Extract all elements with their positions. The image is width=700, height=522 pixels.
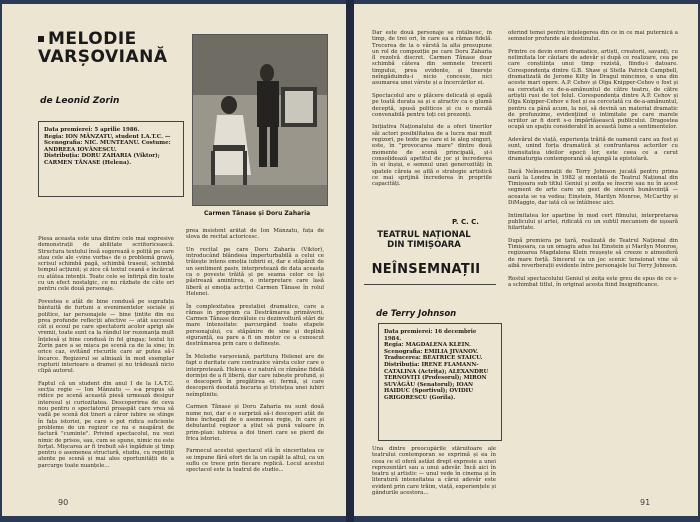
gutter bbox=[346, 0, 354, 522]
second-article-author: de Terry Johnson bbox=[376, 309, 457, 319]
production-photo bbox=[192, 34, 328, 206]
left-column-1: Piesa aceasta este una dintre cele mai expresive demonstrații de abilitate scriitoricească. Structura textului însă sugerează o poliță pe care stau cele ale «vine vorba» de o problemă gravă, scrisul schimbă pagă, schimbă traseul, schimbă tempul acțiunii; și zice că textul ceană e încărcat cu atâtea intenții. Toate cele se înfiripă din toate cu un efect nostalgic, ce nu răzbate de câte ori pentru cele două personaje. Povestea e atât de bine condusă pe suprafața bântuită de furtuni a evenimentelor sociale și politice, iar personajele — bine țintite din nu prea profunde reflecții afective — atât succesul cât și ecoul pe care spectatorii acolor aprigi ale vremii, toate sunt ca la rândul lor rezonanța mult înțelesă și bine condusă în fel gingaș; textul lui Zorin pare a se mișca pe scenă ca de la sine; în orice caz, evitând riscurile care ar putea să-l încarce. Regizorul se aliniază în mod exemplar rupturii interioare a dramei și nu trădează nicio clipă autorul. Faptul că un student din anul I de la I.A.T.C. secția regie — Ion Mânzatu — s-a propus să ridice pe scenă această piesă urmează desigur interesul și curiozitatea. Descoperirea de ceva nou pentru o spectatorul proaspăt care vrea să vadă pe scenă doi tineri a căror iubire se stinge în fața istoriei, pe care o pot ridica suficiente probleme de un regizor ce nu e neapărat de factură "cuminte". Privind spectacolul, nu vezi nimic de prisos, sau, cum se spune, nimic nu este forțat. Mișcarea ar fi trebuit să-i îngăduie și timp pentru o asemenea structură, studiu, cu repetiții atente pe scenă și mai ales oportunității de a parcurge toate nuanțele... bbox=[38, 236, 174, 469]
theatre-line-2: DIN TIMIȘOARA bbox=[387, 240, 461, 250]
right-column-1: Dar este două personaje se întâlnesc, în timp, de trei ori, în care ea a rămas fidelă. Trecerea de la o vârstă la alta presupune un rol de compoziție pe care Doru Zaharia îl rezolvă discret. Carmen Tănase doar schimbă câteva din semnele trecerii timpului, prea evidente, și tinerețe neîngăduindu-i nicio concesie, nici asumarea unei vârste și a încercărilor ei. Spectacolul are o plăcere delicată și egală pe toată durata sa și e atractiv ca o glumă deceptă, spusă politicos și cu o morală convenabilă pentru toți cei prezenți. Inițiativa Naționalului de a oferi tinerilor săi actori posibilitatea de a lucra mai mult regizori, pe texte pe care ei le aleg singuri, este, în "provocarea mare" dintre două momente de scenă principală, și-i consolidează apetitul de joc și încrederea în ei înșiși, e semnul unei generozități în spatele căreia se află o strategie artistică ce mai sprijină încrederea în propriile capacități. bbox=[372, 30, 492, 188]
title-rule bbox=[364, 284, 496, 285]
second-article-credits: Data premierei: 16 decembrie 1984. Regia: MAGDALENA KLEIN. Scenografia: EMILIA JIVANOV. Traducerea: BEATRICE STAICU. Distribuția: IRENE FLAMANN-CATALINA (Actrița); ALEXANDRU TERNOVIȚI (Profesorul); MIRON SUVĂGĂU (Senatorul); IOAN HAIDUC (Sportivul); OVIDIU GRIGORESCU (Gorila). bbox=[384, 329, 489, 401]
photo-caption: Carmen Tănase și Doru Zaharia bbox=[204, 210, 311, 217]
title-line-1: MELODIE bbox=[48, 29, 137, 49]
article-author: de Leonid Zorin bbox=[40, 96, 120, 106]
signature-initials: P. C. C. bbox=[452, 218, 479, 226]
theatre-line-1: TEATRUL NAȚIONAL bbox=[377, 230, 471, 240]
photo-illustration bbox=[193, 35, 327, 205]
right-column-1-bottom: Una dintre preocupările stăruitoare ale teatrului contemporan se exprimă și ea în ceea ce el oferă astăzi drept expresie a unei reprezentări sau a unui adevăr. Încă aici în teatru și artistic — unul vede în cinema și în literatură intensitatea a cărui adevăr este evident prin care trăim, viață, experiențele și gândurile acestora... bbox=[372, 446, 496, 497]
second-article-title: NEÎNSEMNAȚII bbox=[371, 262, 481, 277]
article-title bbox=[38, 30, 186, 66]
page-number-right: 91 bbox=[640, 498, 651, 507]
left-column-2: prea insistent arătat de Ion Mânzatu, fața de slova de recital actoricesc. Un recital pe care Doru Zaharia (Viktor), introducând blândeea împerturbabilă a celui ce trăiește intens emoția iubirii ei, dar e stăpânit de un sentiment pasiv, interpretează de data aceasta ca o poveste trăită și pe seama celor ce își păstrează amintirea, o interpretare care lasă liberă și emoția actriței Carmen Tănase în rolul Helenei. În complexitatea prestației dramatice, care a rămas în program ca Destrămarea primăverii, Carmen Tănase dezvăluie cu dezinvoltură stări de mare intensitate: parcurgând toate etapele personajului, cu stăpânire de sine și deplină siguranță, ea pare a fi un motor ce a cunoscut destrămarea prin care o definește. În Melodie varșoviană, partitura Helenei are de fapt o duritate care contrazice vârsta celor care o interpretează. Helena e o natură ce rămâne fidelă dorinței de a fi liberă, dar care iubește profund, și o descoperă în pregătirea ei; fermă, și care descoperă deodată bucuria și tristețea unei iubiri neîmplinite. Carmen Tănase și Doru Zaharia nu sunt două nume noi, dar e o surpriză să-i descoperi atât de bine închegați de o asemenea regie, în care și debutantul regizor a știut să pună valoare în prim-plan: iubirea a doi tineri care se pierd de frica istoriei. Farmecul acestui spectacol stă în sinceritatea ce se impune fără efort de la un capăt la altul, ca un suflu ce trece prin fiecare replică. Locul acestui spectacol este la teatrul de studio... bbox=[186, 228, 324, 474]
title-line-2: VARȘOVIANĂ bbox=[38, 47, 168, 67]
theatre-name bbox=[364, 230, 484, 250]
right-column-2: oferind temei pentru înțelegerea din ce în ce mai puternică a semnelor profunde ale destinului. Printre ce devin erori dramatice, artiști, creatorii, savanți, cu nelimitata lor căutare de adevăr și după ce realizare, cea pe care conștiința unui timp rezistă, fiindu-i datoare. Corespondența dintre G.B. Shaw și Stella Patrick Campbell, dramatizată de Jerome Kilty în Dragul mincinos, e una din aceste mari opere. A.P. Cehov și Olga Knipper-Cehov o fost și ea cercetată cu de-a-amănuntul de către teatru, de către artiștii rusi de tot felul. Corespondența dintre A.P. Cehov și Olga Knipper-Cehov e fost și ea cercetată cu de-a-amănuntul, pentru ca până acum, la noi, să devină un material dramatic de profunzime, evidențiind o intimitate pe care marele scriitor ar fi dorit s-o împărtășească publicului. Dragostea ocupă un spațiu considerabil în această lume a sentimentelor. Adevărul de viață, experiența trăită de oamenii care au fost și sunt, unind forța dramatică și confruntarea actorilor cu imensitatea ideilor epocii lor, este ceea ce a cerut dramaturgia contemporană să ajungă la epistolară. Dacă Neînsemnații de Terry Johnson jucată pentru prima oară la Londra în 1982 și montată de Teatrul Național din Timișoara sub titlul Geniul și zeița se înscrie sau nu în acest segment de arte care un gest de sinceră bunăvoință — aceasta se va vedea: Einstein, Marilyn Monroe, McCarthy și DiMaggio, dar iată că se întâlnesc aici. Intimitatea lor aparține în mod cert filmului, interpretarea publicului și artei, ridicată cu un subtil mecanism de ușoară hilaritate. După premiera pe țară, realizată de Teatrul Național din Timișoara, ca un omagiu adus lui Einstein și Marilyn Monroe, regizoarea Magdalena Klein reușește să creeze o atmosferă de mare forță. Sincerul ca un joc scenic tensionat vine să aibă reverberații evidente între personajele lui Terry Johnson. Rostul spectacolului Geniul și zeița este greu de spus de ce s-a schimbat titlul, în original acesta fiind Insignificance. bbox=[508, 30, 678, 288]
article-credits: Data premierei: 5 aprilie 1986. Regia: ION MÂNZATU, student I.A.T.C. — Scenografia: NIC. MUNTEANU. Costume: ANDREEA IOVĂNESCU. Distribuția: DORU ZAHARIA (Viktor); CARMEN TĂNASE (Helena). bbox=[44, 127, 171, 166]
page-number-left: 90 bbox=[58, 498, 69, 507]
bullet-icon bbox=[38, 36, 44, 42]
